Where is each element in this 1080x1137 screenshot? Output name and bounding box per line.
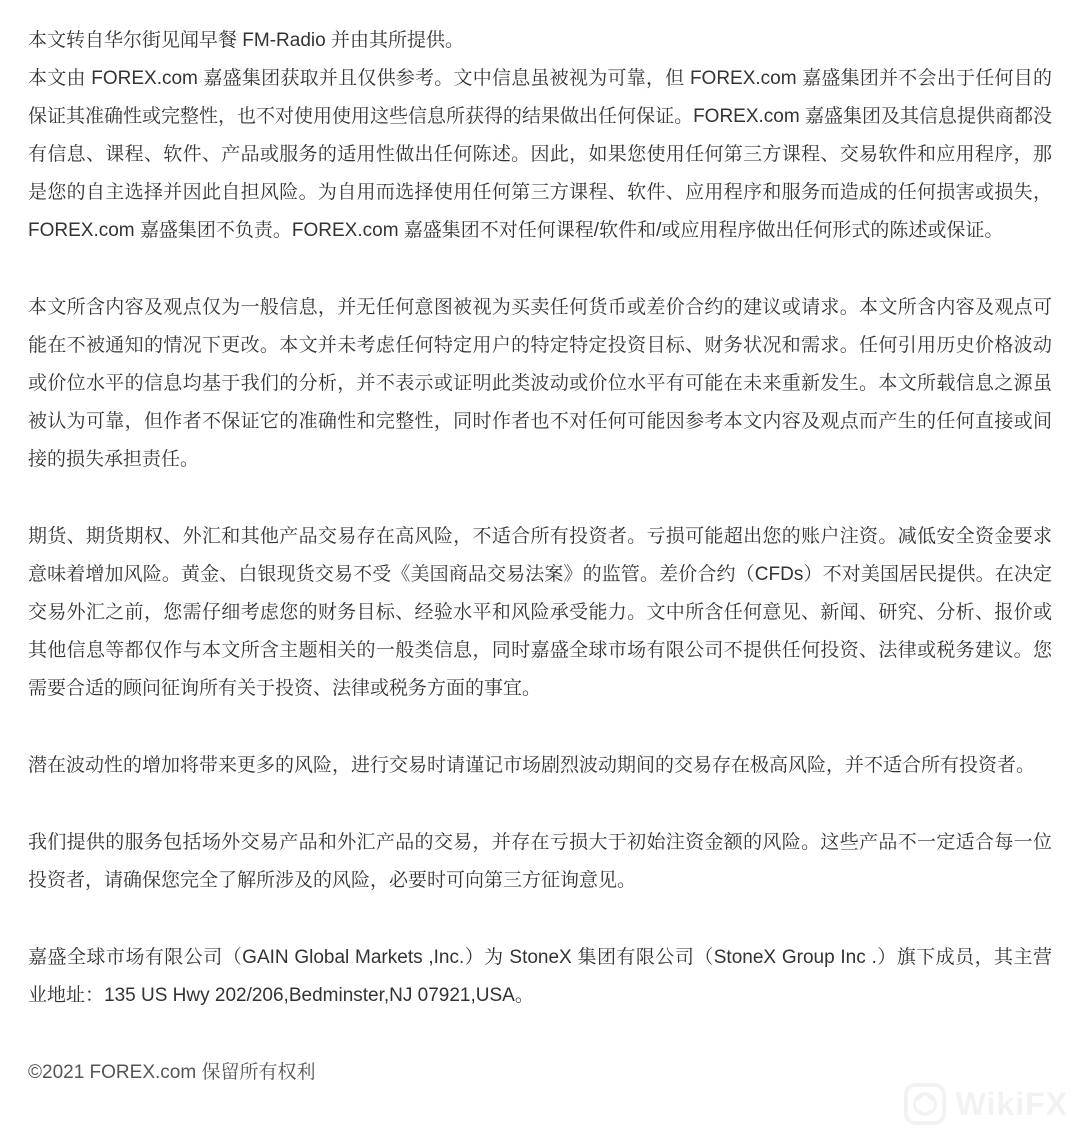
- disclaimer-paragraph-liability: 本文由 FOREX.com 嘉盛集团获取并且仅供参考。文中信息虽被视为可靠，但 FOREX.com 嘉盛集团并不会出于任何目的保证其准确性或完整性，也不对使用使用这些信息所获得的结果做出任何保证。FOREX.com 嘉盛集团及其信息提供商都没有信息、课程、软件、产品或服务的适用性做出任何陈述。因此，如果您使用任何第三方课程、交易软件和应用程序，那是您的自主选择并因此自担风险。为自用而选择使用任何第三方课程、软件、应用程序和服务而造成的任何损害或损失，FOREX.com 嘉盛集团不负责。FOREX.com 嘉盛集团不对任何课程/软件和/或应用程序做出任何形式的陈述或保证。: [28, 68, 1052, 241]
- wikifx-brand-text: WikiFX: [955, 1086, 1068, 1122]
- copyright-notice: ©2021 FOREX.com 保留所有权利: [28, 1062, 316, 1083]
- disclaimer-paragraph-risk: 期货、期货期权、外汇和其他产品交易存在高风险，不适合所有投资者。亏损可能超出您的账户注资。减低安全资金要求意味着增加风险。黄金、白银现货交易不受《美国商品交易法案》的监管。差价合约（CFDs）不对美国居民提供。在决定交易外汇之前，您需仔细考虑您的财务目标、经验水平和风险承受能力。文中所含任何意见、新闻、研究、分析、报价或其他信息等都仅作与本文所含主题相关的一般类信息，同时嘉盛全球市场有限公司不提供任何投资、法律或税务建议。您需要合适的顾问征询所有关于投资、法律或税务方面的事宜。: [28, 526, 1052, 699]
- source-attribution-line: 本文转自华尔街见闻早餐 FM-Radio 并由其所提供。: [28, 30, 464, 51]
- company-address-paragraph: 嘉盛全球市场有限公司（GAIN Global Markets ,Inc.）为 StoneX 集团有限公司（StoneX Group Inc .）旗下成员，其主营业地址：135 US Hwy 202/206,Bedminster,NJ 07921,USA。: [28, 947, 1052, 1006]
- disclaimer-document: [28, 22, 1052, 1092]
- disclaimer-paragraph-general-info: 本文所含内容及观点仅为一般信息，并无任何意图被视为买卖任何货币或差价合约的建议或请求。本文所含内容及观点可能在不被通知的情况下更改。本文并未考虑任何特定用户的特定特定投资目标、财务状况和需求。任何引用历史价格波动或价位水平的信息均基于我们的分析，并不表示或证明此类波动或价位水平有可能在未来重新发生。本文所载信息之源虽被认为可靠，但作者不保证它的准确性和完整性，同时作者也不对任何可能因参考本文内容及观点而产生的任何直接或间接的损失承担责任。: [28, 297, 1052, 470]
- disclaimer-paragraph-otc-products: 我们提供的服务包括场外交易产品和外汇产品的交易，并存在亏损大于初始注资金额的风险。这些产品不一定适合每一位投资者，请确保您完全了解所涉及的风险，必要时可向第三方征询意见。: [28, 832, 1052, 891]
- disclaimer-paragraph-volatility: 潜在波动性的增加将带来更多的风险，进行交易时请谨记市场剧烈波动期间的交易存在极高风险，并不适合所有投资者。: [28, 755, 1036, 776]
